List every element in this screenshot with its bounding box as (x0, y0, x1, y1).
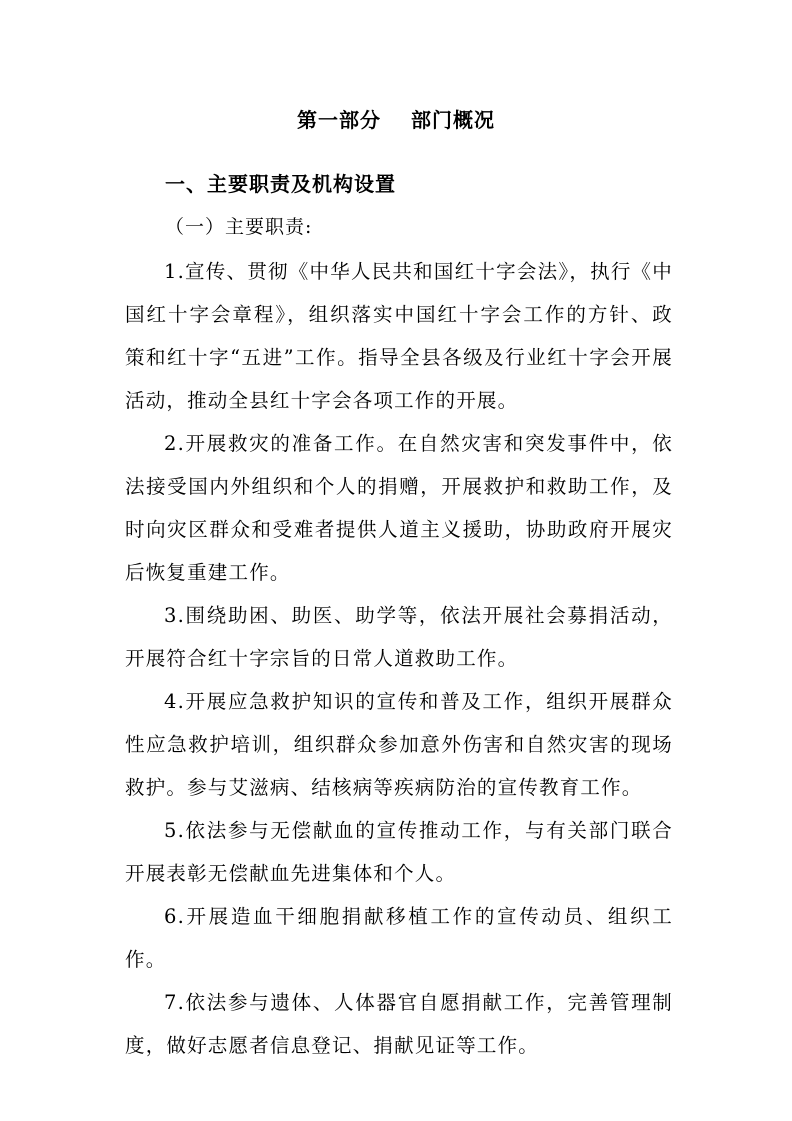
paragraph-2: 2.开展救灾的准备工作。在自然灾害和突发事件中，依法接受国内外组织和个人的捐赠，开展救护和救助工作，及时向灾区群众和受难者提供人道主义援助，协助政府开展灾后恢复重建工作。 (125, 432, 673, 584)
paragraph-3: 3.围绕助困、助医、助学等，依法开展社会募捐活动，开展符合红十字宗旨的日常人道救助工作。 (125, 604, 673, 670)
paragraph-5: 5.依法参与无偿献血的宣传推动工作，与有关部门联合开展表彰无偿献血先进集体和个人。 (125, 819, 673, 885)
paragraph-6: 6.开展造血干细胞捐献移植工作的宣传动员、组织工作。 (125, 905, 673, 971)
section-heading: 一、主要职责及机构设置 (165, 172, 396, 196)
paragraph-4: 4.开展应急救护知识的宣传和普及工作，组织开展群众性应急救护培训，组织群众参加意外伤害和自然灾害的现场救护。参与艾滋病、结核病等疾病防治的宣传教育工作。 (125, 690, 673, 799)
paragraph-1: 1.宣传、贯彻《中华人民共和国红十字会法》，执行《中国红十字会章程》，组织落实中国红十字会工作的方针、政策和红十字“五进”工作。指导全县各级及行业红十字会开展活动，推动全县红十字会各项工作的开展。 (125, 260, 673, 412)
part-title-text: 部门概况 (411, 108, 495, 132)
part-title (0, 104, 792, 133)
part-title-number: 第一部分 (297, 108, 381, 132)
paragraph-7: 7.依法参与遗体、人体器官自愿捐献工作，完善管理制度，做好志愿者信息登记、捐献见证等工作。 (125, 991, 673, 1057)
sub-heading: （一）主要职责: (165, 216, 313, 238)
body-text (125, 250, 673, 1067)
